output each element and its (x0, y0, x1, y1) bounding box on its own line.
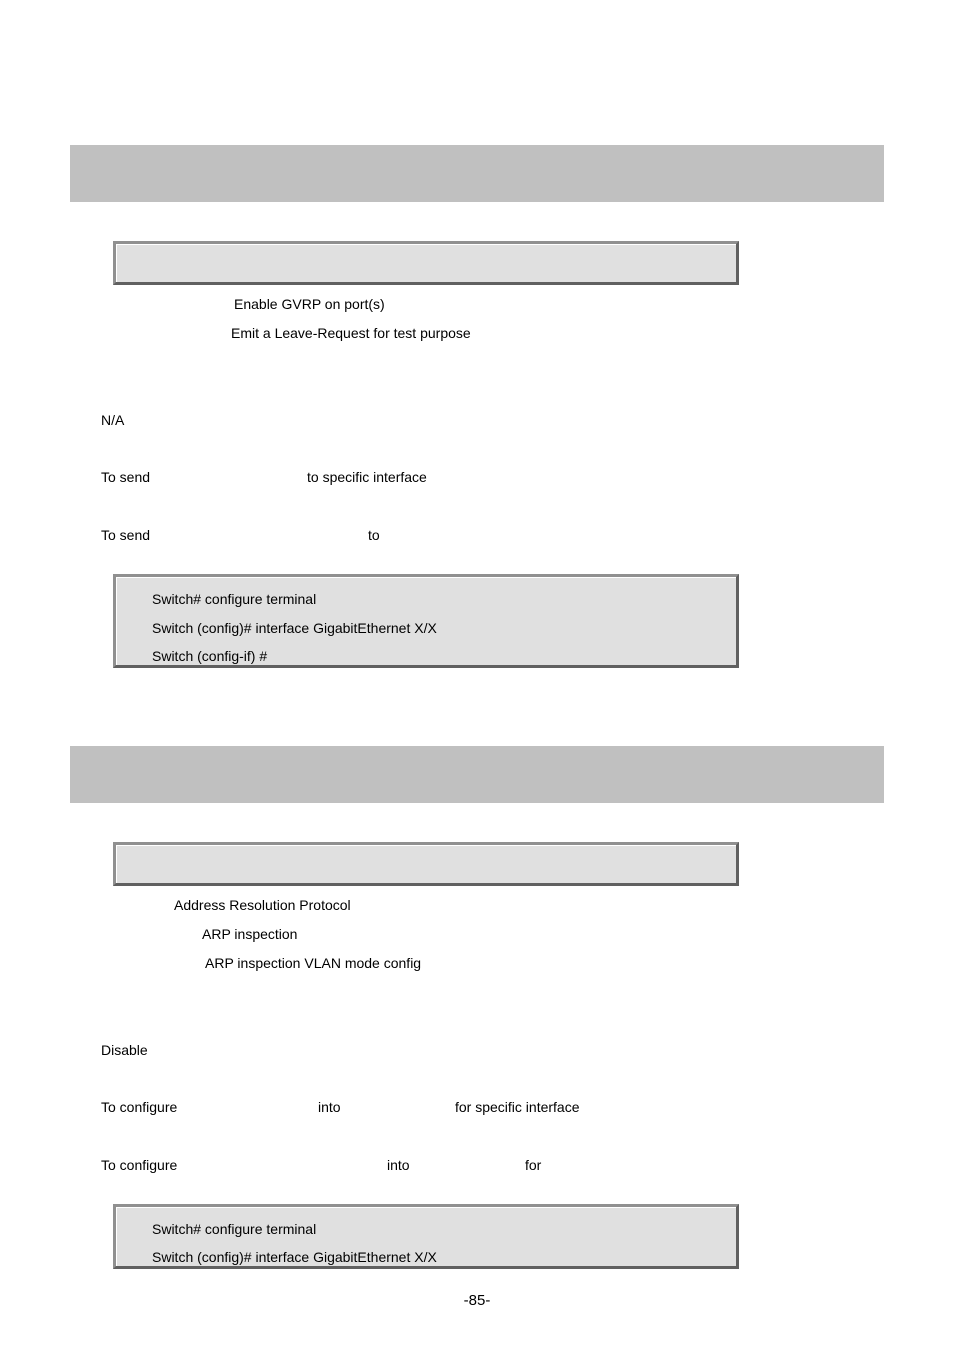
usage-text: for specific interface (455, 1099, 580, 1115)
example-line: Switch (config-if) # (152, 648, 268, 664)
example-line: Switch# configure terminal (152, 591, 317, 607)
usage-text: to specific interface (307, 469, 427, 485)
page-number: -85- (463, 1292, 491, 1309)
example-line: Switch (config)# interface GigabitEthernet X/X (152, 1249, 437, 1265)
usage-text: To configure (101, 1157, 178, 1173)
section-heading-bar (70, 746, 884, 803)
example-line: Switch (config)# interface GigabitEthernet X/X (152, 620, 437, 636)
parameter-description: Emit a Leave-Request for test purpose (231, 325, 471, 341)
default-value: N/A (101, 412, 125, 428)
parameter-description: Enable GVRP on port(s) (234, 296, 385, 312)
parameter-description: Address Resolution Protocol (174, 897, 351, 913)
example-code-box (113, 1204, 739, 1269)
parameter-description: ARP inspection VLAN mode config (205, 955, 422, 971)
usage-text: To configure (101, 1099, 178, 1115)
usage-text: to (368, 527, 380, 543)
usage-text: To send (101, 527, 151, 543)
usage-text: To send (101, 469, 151, 485)
example-code-box (113, 574, 739, 668)
command-syntax-box (113, 241, 739, 285)
example-line: Switch# configure terminal (152, 1221, 317, 1237)
parameter-description: ARP inspection (202, 926, 298, 942)
usage-text: into (318, 1099, 341, 1115)
command-syntax-box (113, 842, 739, 886)
section-heading-bar (70, 145, 884, 202)
usage-text: for (525, 1157, 542, 1173)
usage-text: into (387, 1157, 410, 1173)
default-value: Disable (101, 1042, 148, 1058)
